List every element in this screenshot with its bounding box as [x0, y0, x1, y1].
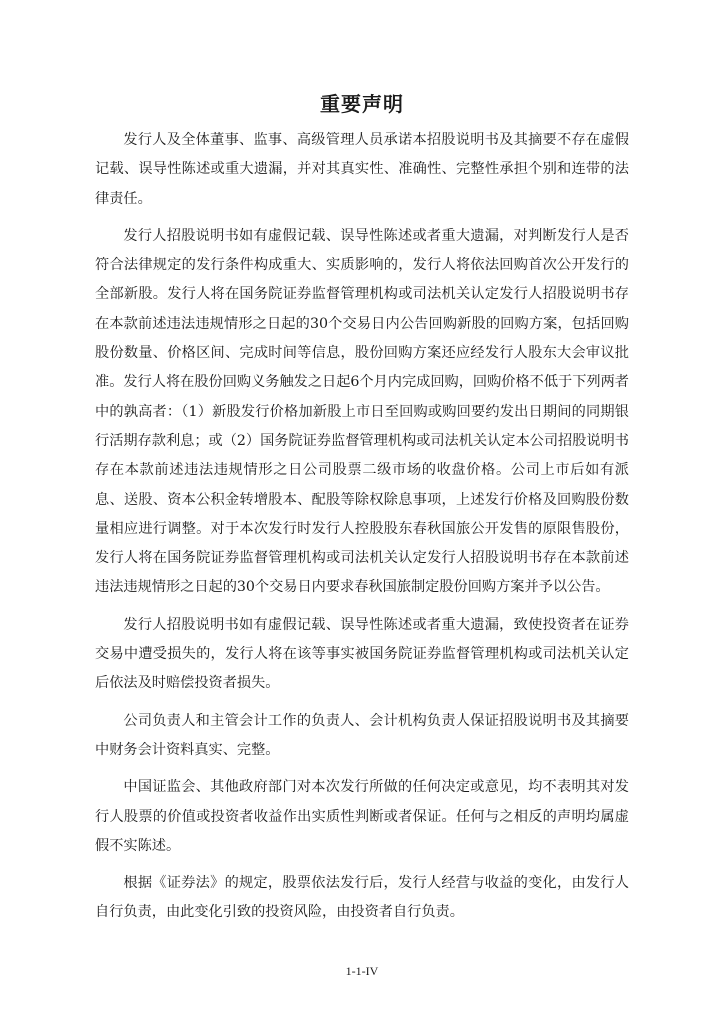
- paragraph-liability: 发行人及全体董事、监事、高级管理人员承诺本招股说明书及其摘要不存在虚假记载、误导性陈述或重大遗漏，并对其真实性、准确性、完整性承担个别和连带的法律责任。: [95, 132, 629, 207]
- paragraph-regulator-disclaimer: 中国证监会、其他政府部门对本次发行所做的任何决定或意见，均不表明其对发行人股票的价值或投资者收益作出实质性判断或者保证。任何与之相反的声明均属虚假不实陈述。: [95, 779, 629, 854]
- statement-body: [95, 126, 629, 936]
- page-title: 重要声明: [320, 92, 404, 116]
- paragraph-investor-compensation: 发行人招股说明书如有虚假记载、误导性陈述或者重大遗漏，致使投资者在证券交易中遭受损失的，发行人将在该等事实被国务院证券监督管理机构或司法机关认定后依法及时赔偿投资者损失。: [95, 616, 629, 692]
- paragraph-financial-accuracy: 公司负责人和主管会计工作的负责人、会计机构负责人保证招股说明书及其摘要中财务会计资料真实、完整。: [95, 712, 629, 758]
- paragraph-investment-risk: 根据《证券法》的规定，股票依法发行后，发行人经营与收益的变化，由发行人自行负责，由此变化引致的投资风险，由投资者自行负责。: [95, 875, 629, 921]
- page-number: 1-1-IV: [345, 964, 379, 978]
- paragraph-share-repurchase: 发行人招股说明书如有虚假记载、误导性陈述或者重大遗漏，对判断发行人是否符合法律规定的发行条件构成重大、实质影响的，发行人将依法回购首次公开发行的全部新股。发行人将在国务院证券监督管理机构或司法机关认定发行人招股说明书存在本款前述违法违规情形之日起的30个交易日内公告回购新股的回购方案，包括回购股份数量、价格区间、完成时间等信息，股份回购方案还应经发行人股东大会审议批准。发行人将在股份回购义务触发之日起6个月内完成回购，回购价格不低于下列两者中的孰高者：（1）新股发行价格加新股上市日至回购或购回要约发出日期间的同期银行活期存款利息；或（2）国务院证券监督管理机构或司法机关认定本公司招股说明书存在本款前述违法违规情形之日公司股票二级市场的收盘价格。公司上市后如有派息、送股、资本公积金转增股本、配股等除权除息事项，上述发行价格及回购股份数量相应进行调整。对于本次发行时发行人控股股东春秋国旅公开发售的原限售股份，发行人将在国务院证券监督管理机构或司法机关认定发行人招股说明书存在本款前述违法违规情形之日起的30个交易日内要求春秋国旅制定股份回购方案并予以公告。: [95, 227, 629, 596]
